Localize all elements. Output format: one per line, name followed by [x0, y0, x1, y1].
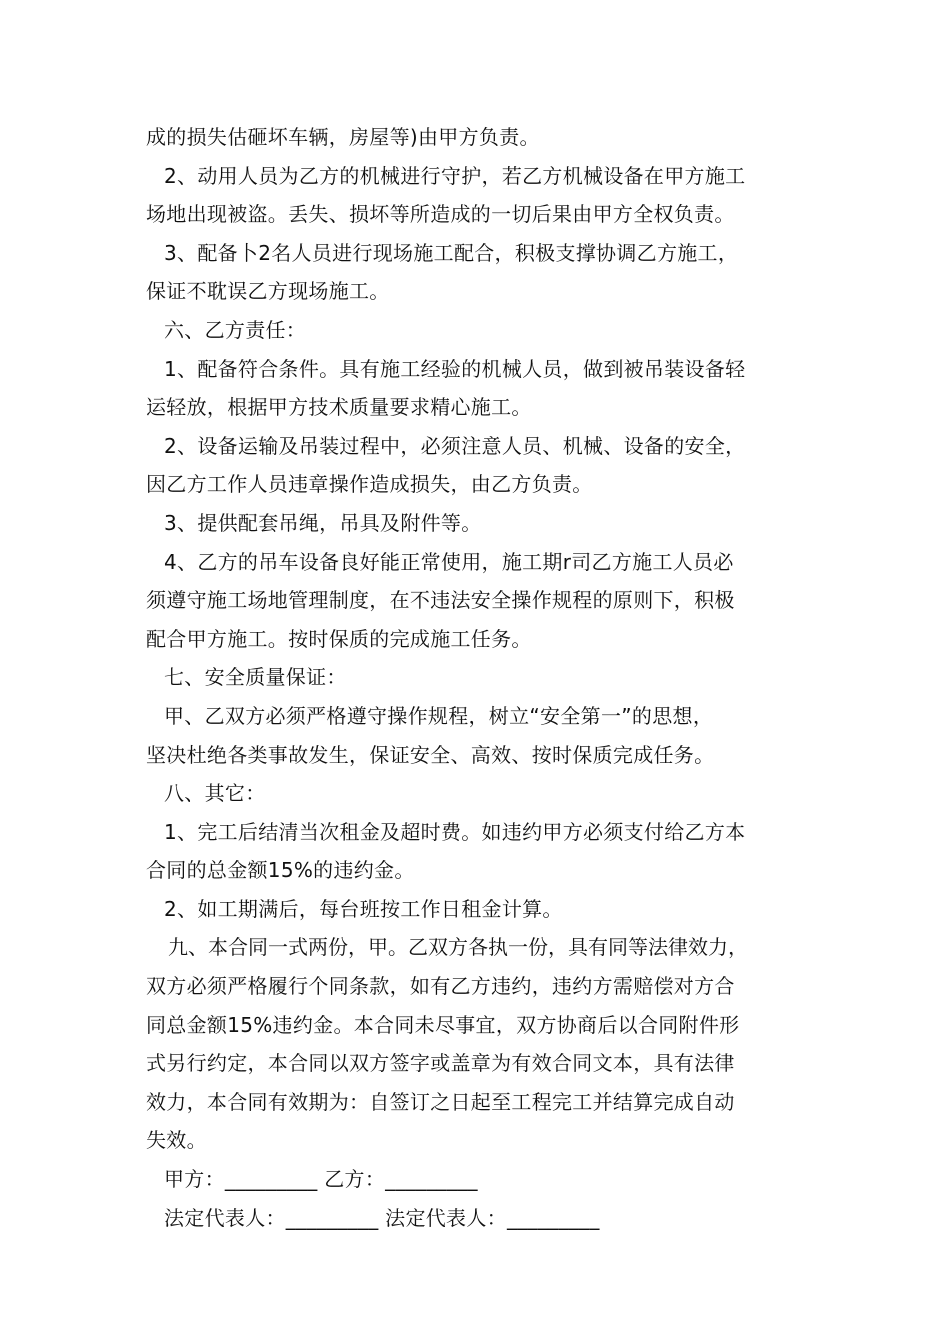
paragraph-line: 因乙方工作人员违章操作造成损失，由乙方负责。 [146, 472, 593, 497]
paragraph-line: 场地出现被盗。丢失、损坏等所造成的一切后果由甲方全权负责。 [146, 202, 735, 227]
paragraph-line: 双方必须严格履行个同条款，如有乙方违约，违约方需赔偿对方合 [146, 974, 735, 999]
section-heading: 七、安全质量保证： [164, 665, 347, 690]
paragraph-line: 1、完工后结清当次租金及超时费。如违约甲方必须支付给乙方本 [164, 819, 746, 844]
paragraph-line: 4、乙方的吊车设备良好能正常使用，施工期r司乙方施工人员必 [164, 549, 734, 574]
section-heading: 六、乙方责任： [164, 317, 307, 342]
signature-line-representatives: 法定代表人：_________ 法定代表人：_________ [164, 1205, 600, 1230]
signature-line-parties: 甲方：_________ 乙方：_________ [164, 1167, 478, 1192]
paragraph-line: 甲、乙双方必须严格遵守操作规程，树立“安全第一”的思想， [164, 703, 714, 728]
contract-body [146, 118, 822, 1237]
paragraph-line: 失效。 [146, 1128, 207, 1153]
paragraph-line: 合同的总金额15%的违约金。 [146, 858, 415, 883]
paragraph-line: 2、动用人员为乙方的机械进行守护，若乙方机械设备在甲方施工 [164, 163, 746, 188]
paragraph-line: 2、如工期满后，每台班按工作日租金计算。 [164, 896, 563, 921]
paragraph-line: 成的损失估砸坏车辆，房屋等)由甲方负责。 [146, 125, 540, 149]
paragraph-line: 1、配备符合条件。具有施工经验的机械人员，做到被吊装设备轻 [164, 356, 746, 381]
section-heading: 八、其它： [164, 781, 266, 806]
paragraph-line: 3、提供配套吊绳，吊具及附件等。 [164, 510, 482, 535]
paragraph-line: 2、设备运输及吊装过程中，必须注意人员、机械、设备的安全， [164, 433, 746, 458]
paragraph-line: 须遵守施工场地管理制度，在不违法安全操作规程的原则下，积极 [146, 588, 735, 613]
paragraph-line: 配合甲方施工。按时保质的完成施工任务。 [146, 626, 532, 651]
paragraph-line: 九、本合同一式两份，甲。乙双方各执一份，具有同等法律效力， [168, 935, 748, 960]
paragraph-line: 保证不耽误乙方现场施工。 [146, 279, 390, 304]
paragraph-line: 同总金额15%违约金。本合同未尽事宜，双方协商后以合同附件形 [146, 1012, 740, 1037]
paragraph-line: 3、配备卜2名人员进行现场施工配合，积极支撑协调乙方施工， [164, 240, 739, 265]
paragraph-line: 式另行约定，本合同以双方签字或盖章为有效合同文本，具有法律 [146, 1051, 735, 1076]
paragraph-line: 坚决杜绝各类事故发生，保证安全、高效、按时保质完成任务。 [146, 742, 715, 767]
paragraph-line: 运轻放，根据甲方技术质量要求精心施工。 [146, 395, 532, 420]
paragraph-line: 效力，本合同有效期为：自签订之日起至工程完工并结算完成自动 [146, 1089, 735, 1114]
